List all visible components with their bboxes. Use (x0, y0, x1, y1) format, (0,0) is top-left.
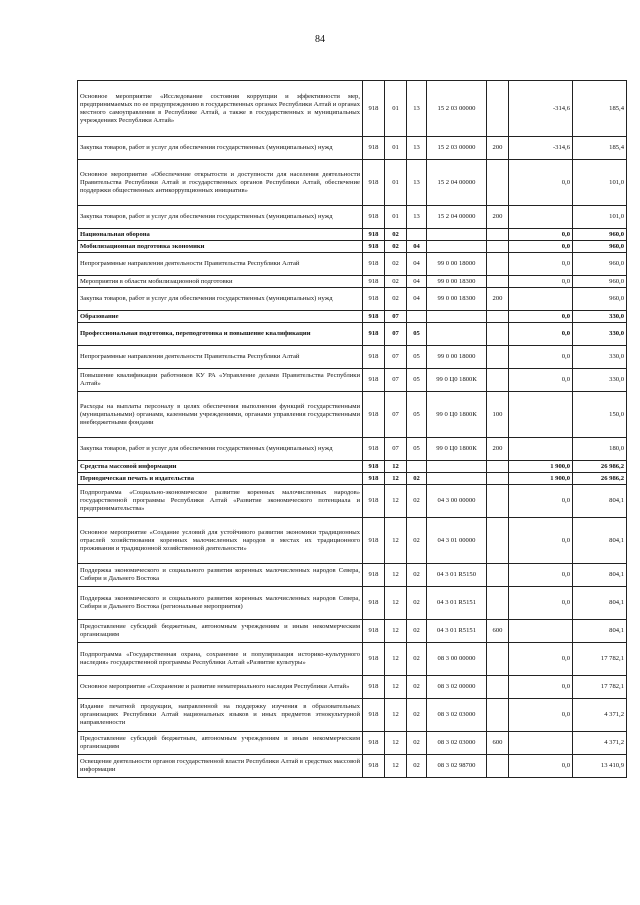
department-code-cell: 918 (363, 288, 385, 311)
section-code-cell: 01 (385, 206, 407, 229)
department-code-cell: 918 (363, 755, 385, 778)
department-code-cell: 918 (363, 676, 385, 699)
department-code-cell: 918 (363, 461, 385, 473)
table-row (78, 643, 627, 676)
item-name-cell: Основное мероприятие «Создание условий для устойчивого развития экономики традиционных отраслей хозяйствования коренных малочисленных народов в местах их традиционного проживания и традиционной хозяйственной деятельности» (78, 518, 363, 564)
amount-total-cell: 4 371,2 (573, 732, 627, 755)
department-code-cell: 918 (363, 485, 385, 518)
expense-type-cell (487, 485, 509, 518)
department-code-cell: 918 (363, 323, 385, 346)
subsection-code-cell (407, 311, 427, 323)
section-code-cell: 01 (385, 81, 407, 137)
target-article-cell: 04 3 01 R5151 (427, 620, 487, 643)
amount-total-cell: 330,0 (573, 369, 627, 392)
department-code-cell: 918 (363, 643, 385, 676)
expense-type-cell: 600 (487, 732, 509, 755)
amount-change-cell (509, 438, 573, 461)
expense-type-cell (487, 160, 509, 206)
amount-change-cell: 0,0 (509, 253, 573, 276)
subsection-code-cell: 02 (407, 732, 427, 755)
target-article-cell: 99 0 00 18300 (427, 276, 487, 288)
target-article-cell (427, 323, 487, 346)
section-code-cell: 07 (385, 438, 407, 461)
target-article-cell: 08 3 02 98700 (427, 755, 487, 778)
amount-change-cell: 0,0 (509, 518, 573, 564)
table-row (78, 323, 627, 346)
expense-type-cell: 200 (487, 438, 509, 461)
subsection-code-cell: 02 (407, 473, 427, 485)
table-row (78, 241, 627, 253)
section-code-cell: 01 (385, 137, 407, 160)
department-code-cell: 918 (363, 206, 385, 229)
section-code-cell: 07 (385, 311, 407, 323)
subsection-code-cell: 13 (407, 81, 427, 137)
target-article-cell (427, 311, 487, 323)
amount-change-cell: 0,0 (509, 241, 573, 253)
amount-change-cell: 0,0 (509, 699, 573, 732)
section-code-cell: 12 (385, 620, 407, 643)
section-code-cell: 12 (385, 676, 407, 699)
expense-type-cell (487, 311, 509, 323)
amount-change-cell: -314,6 (509, 81, 573, 137)
department-code-cell: 918 (363, 81, 385, 137)
amount-change-cell: 1 900,0 (509, 461, 573, 473)
expense-type-cell (487, 699, 509, 732)
amount-total-cell: 185,4 (573, 137, 627, 160)
expense-type-cell (487, 518, 509, 564)
table-row (78, 288, 627, 311)
expense-type-cell (487, 241, 509, 253)
section-code-cell: 12 (385, 732, 407, 755)
amount-change-cell: -314,6 (509, 137, 573, 160)
target-article-cell: 99 0 Ц0 1800К (427, 392, 487, 438)
amount-change-cell: 0,0 (509, 276, 573, 288)
target-article-cell: 08 3 02 03000 (427, 699, 487, 732)
section-code-cell: 12 (385, 485, 407, 518)
table-row (78, 438, 627, 461)
subsection-code-cell: 04 (407, 288, 427, 311)
subsection-code-cell: 05 (407, 369, 427, 392)
subsection-code-cell: 05 (407, 323, 427, 346)
amount-change-cell: 0,0 (509, 346, 573, 369)
subsection-code-cell (407, 229, 427, 241)
subsection-code-cell: 02 (407, 620, 427, 643)
table-row (78, 229, 627, 241)
item-name-cell: Непрограммные направления деятельности Правительства Республики Алтай (78, 253, 363, 276)
item-name-cell: Расходы на выплаты персоналу в целях обеспечения выполнения функций государственными (муниципальными) органами, казенными учреждениями, органами управления государственными внебюджетными фондами (78, 392, 363, 438)
amount-total-cell: 960,0 (573, 241, 627, 253)
amount-total-cell: 17 782,1 (573, 676, 627, 699)
target-article-cell: 15 2 04 00000 (427, 160, 487, 206)
section-code-cell: 02 (385, 241, 407, 253)
amount-change-cell: 0,0 (509, 160, 573, 206)
table-row (78, 81, 627, 137)
section-code-cell: 02 (385, 229, 407, 241)
table-row (78, 755, 627, 778)
item-name-cell: Периодическая печать и издательства (78, 473, 363, 485)
target-article-cell (427, 241, 487, 253)
target-article-cell: 04 3 00 00000 (427, 485, 487, 518)
item-name-cell: Закупка товаров, работ и услуг для обеспечения государственных (муниципальных) нужд (78, 288, 363, 311)
expense-type-cell: 200 (487, 137, 509, 160)
amount-change-cell: 0,0 (509, 311, 573, 323)
section-code-cell: 12 (385, 587, 407, 620)
department-code-cell: 918 (363, 253, 385, 276)
expense-type-cell (487, 461, 509, 473)
item-name-cell: Основное мероприятие «Исследование состояния коррупции и эффективности мер, предпринимаемых по ее предупреждению в государственных органах Республики Алтай и органах местного самоуправления в Республике Алтай, а также в государственных и муниципальных учреждениях Республики Алтай» (78, 81, 363, 137)
item-name-cell: Непрограммные направления деятельности Правительства Республики Алтай (78, 346, 363, 369)
amount-total-cell: 101,0 (573, 206, 627, 229)
amount-total-cell: 330,0 (573, 311, 627, 323)
department-code-cell: 918 (363, 518, 385, 564)
table-row (78, 206, 627, 229)
table-row (78, 564, 627, 587)
subsection-code-cell: 04 (407, 253, 427, 276)
amount-change-cell: 0,0 (509, 369, 573, 392)
subsection-code-cell: 05 (407, 438, 427, 461)
amount-change-cell: 0,0 (509, 676, 573, 699)
amount-change-cell: 0,0 (509, 323, 573, 346)
expense-type-cell (487, 81, 509, 137)
department-code-cell: 918 (363, 160, 385, 206)
amount-total-cell: 804,1 (573, 587, 627, 620)
amount-change-cell (509, 288, 573, 311)
amount-total-cell: 101,0 (573, 160, 627, 206)
section-code-cell: 01 (385, 160, 407, 206)
expense-type-cell (487, 587, 509, 620)
amount-change-cell (509, 732, 573, 755)
target-article-cell: 08 3 02 03000 (427, 732, 487, 755)
item-name-cell: Мероприятия в области мобилизационной подготовки (78, 276, 363, 288)
amount-total-cell: 330,0 (573, 346, 627, 369)
target-article-cell (427, 229, 487, 241)
expense-type-cell (487, 473, 509, 485)
department-code-cell: 918 (363, 241, 385, 253)
expense-type-cell: 600 (487, 620, 509, 643)
target-article-cell: 15 2 04 00000 (427, 206, 487, 229)
item-name-cell: Закупка товаров, работ и услуг для обеспечения государственных (муниципальных) нужд (78, 137, 363, 160)
table-row (78, 587, 627, 620)
table-row (78, 620, 627, 643)
amount-total-cell: 960,0 (573, 288, 627, 311)
item-name-cell: Мобилизационная подготовка экономики (78, 241, 363, 253)
subsection-code-cell: 02 (407, 587, 427, 620)
target-article-cell: 08 3 00 00000 (427, 643, 487, 676)
target-article-cell: 99 0 00 18000 (427, 346, 487, 369)
item-name-cell: Профессиональная подготовка, переподготовка и повышение квалификации (78, 323, 363, 346)
item-name-cell: Издание печатной продукции, направленной на поддержку изучения в образовательных организациях Республики Алтай национальных языков и иных предметов этнокультурной направленности (78, 699, 363, 732)
amount-total-cell: 26 986,2 (573, 473, 627, 485)
target-article-cell: 15 2 03 00000 (427, 81, 487, 137)
subsection-code-cell: 05 (407, 346, 427, 369)
table-row (78, 485, 627, 518)
expense-type-cell (487, 253, 509, 276)
amount-total-cell: 26 986,2 (573, 461, 627, 473)
target-article-cell: 99 0 00 18000 (427, 253, 487, 276)
amount-change-cell: 0,0 (509, 755, 573, 778)
subsection-code-cell: 05 (407, 392, 427, 438)
item-name-cell: Образование (78, 311, 363, 323)
expense-type-cell (487, 369, 509, 392)
department-code-cell: 918 (363, 392, 385, 438)
item-name-cell: Освещение деятельности органов государственной власти Республики Алтай в средствах массовой информации (78, 755, 363, 778)
target-article-cell: 04 3 01 R5150 (427, 564, 487, 587)
department-code-cell: 918 (363, 620, 385, 643)
page-number: 84 (315, 34, 325, 45)
table-row (78, 461, 627, 473)
amount-total-cell: 185,4 (573, 81, 627, 137)
amount-change-cell: 1 900,0 (509, 473, 573, 485)
amount-total-cell: 4 371,2 (573, 699, 627, 732)
subsection-code-cell: 02 (407, 643, 427, 676)
target-article-cell: 08 3 02 00000 (427, 676, 487, 699)
amount-total-cell: 804,1 (573, 564, 627, 587)
subsection-code-cell: 13 (407, 137, 427, 160)
expense-type-cell (487, 323, 509, 346)
subsection-code-cell: 13 (407, 206, 427, 229)
department-code-cell: 918 (363, 473, 385, 485)
table-row (78, 699, 627, 732)
item-name-cell: Предоставление субсидий бюджетным, автономным учреждениям и иным некоммерческим организациям (78, 620, 363, 643)
amount-total-cell: 960,0 (573, 229, 627, 241)
section-code-cell: 07 (385, 346, 407, 369)
table-row (78, 732, 627, 755)
section-code-cell: 12 (385, 699, 407, 732)
section-code-cell: 12 (385, 473, 407, 485)
target-article-cell: 99 0 Ц0 1800К (427, 438, 487, 461)
target-article-cell: 04 3 01 00000 (427, 518, 487, 564)
department-code-cell: 918 (363, 438, 385, 461)
section-code-cell: 12 (385, 564, 407, 587)
amount-change-cell (509, 206, 573, 229)
target-article-cell: 15 2 03 00000 (427, 137, 487, 160)
section-code-cell: 12 (385, 643, 407, 676)
table-row (78, 518, 627, 564)
subsection-code-cell: 04 (407, 276, 427, 288)
amount-total-cell: 804,1 (573, 518, 627, 564)
item-name-cell: Поддержка экономического и социального развития коренных малочисленных народов Севера, Сибири и Дальнего Востока (региональные мероприятия) (78, 587, 363, 620)
amount-change-cell: 0,0 (509, 485, 573, 518)
amount-total-cell: 330,0 (573, 323, 627, 346)
subsection-code-cell: 02 (407, 676, 427, 699)
section-code-cell: 07 (385, 392, 407, 438)
department-code-cell: 918 (363, 229, 385, 241)
expense-type-cell: 200 (487, 288, 509, 311)
section-code-cell: 12 (385, 518, 407, 564)
section-code-cell: 02 (385, 288, 407, 311)
department-code-cell: 918 (363, 564, 385, 587)
table-row (78, 137, 627, 160)
department-code-cell: 918 (363, 369, 385, 392)
subsection-code-cell: 02 (407, 564, 427, 587)
table-row (78, 473, 627, 485)
expense-type-cell (487, 676, 509, 699)
department-code-cell: 918 (363, 311, 385, 323)
amount-change-cell (509, 620, 573, 643)
item-name-cell: Поддержка экономического и социального развития коренных малочисленных народов Севера, Сибири и Дальнего Востока (78, 564, 363, 587)
amount-total-cell: 13 410,9 (573, 755, 627, 778)
amount-change-cell: 0,0 (509, 229, 573, 241)
amount-total-cell: 804,1 (573, 620, 627, 643)
table-row (78, 369, 627, 392)
table-row (78, 346, 627, 369)
expense-type-cell: 100 (487, 392, 509, 438)
department-code-cell: 918 (363, 732, 385, 755)
amount-total-cell: 804,1 (573, 485, 627, 518)
subsection-code-cell: 04 (407, 241, 427, 253)
target-article-cell (427, 473, 487, 485)
item-name-cell: Средства массовой информации (78, 461, 363, 473)
amount-change-cell (509, 392, 573, 438)
section-code-cell: 12 (385, 461, 407, 473)
department-code-cell: 918 (363, 346, 385, 369)
expense-type-cell (487, 276, 509, 288)
item-name-cell: Основное мероприятие «Обеспечение открытости и доступности для населения деятельности Правительства Республики Алтай и государственных органов Республики Алтай, обеспечение поддержки общественных антикоррупционных инициатив» (78, 160, 363, 206)
target-article-cell: 04 3 01 R5151 (427, 587, 487, 620)
subsection-code-cell: 02 (407, 755, 427, 778)
table-body (78, 81, 627, 778)
section-code-cell: 02 (385, 276, 407, 288)
amount-total-cell: 960,0 (573, 276, 627, 288)
subsection-code-cell: 13 (407, 160, 427, 206)
section-code-cell: 02 (385, 253, 407, 276)
section-code-cell: 07 (385, 369, 407, 392)
subsection-code-cell: 02 (407, 699, 427, 732)
item-name-cell: Национальная оборона (78, 229, 363, 241)
target-article-cell: 99 0 00 18300 (427, 288, 487, 311)
item-name-cell: Подпрограмма «Государственная охрана, сохранение и популяризация историко-культурного наследия» государственной программы Республики Алтай «Развитие культуры» (78, 643, 363, 676)
expense-type-cell (487, 564, 509, 587)
table-row (78, 276, 627, 288)
amount-change-cell: 0,0 (509, 587, 573, 620)
amount-change-cell: 0,0 (509, 564, 573, 587)
subsection-code-cell: 02 (407, 518, 427, 564)
department-code-cell: 918 (363, 276, 385, 288)
amount-total-cell: 17 782,1 (573, 643, 627, 676)
table-row (78, 392, 627, 438)
item-name-cell: Повышение квалификации работников КУ РА «Управление делами Правительства Республики Алтай» (78, 369, 363, 392)
table-row (78, 311, 627, 323)
amount-total-cell: 960,0 (573, 253, 627, 276)
amount-change-cell: 0,0 (509, 643, 573, 676)
table-row (78, 160, 627, 206)
budget-table (77, 80, 627, 778)
department-code-cell: 918 (363, 137, 385, 160)
expense-type-cell: 200 (487, 206, 509, 229)
expense-type-cell (487, 346, 509, 369)
department-code-cell: 918 (363, 587, 385, 620)
table-row (78, 253, 627, 276)
target-article-cell (427, 461, 487, 473)
table-row (78, 676, 627, 699)
expense-type-cell (487, 755, 509, 778)
section-code-cell: 07 (385, 323, 407, 346)
item-name-cell: Основное мероприятие «Сохранение и развитие нематериального наследия Республики Алтай» (78, 676, 363, 699)
amount-total-cell: 150,0 (573, 392, 627, 438)
expense-type-cell (487, 229, 509, 241)
amount-total-cell: 180,0 (573, 438, 627, 461)
subsection-code-cell (407, 461, 427, 473)
section-code-cell: 12 (385, 755, 407, 778)
subsection-code-cell: 02 (407, 485, 427, 518)
expense-type-cell (487, 643, 509, 676)
item-name-cell: Подпрограмма «Социально-экономическое развитие коренных малочисленных народов» государственной программы Республики Алтай «Развитие экономического потенциала и предпринимательства» (78, 485, 363, 518)
target-article-cell: 99 0 Ц0 1800К (427, 369, 487, 392)
item-name-cell: Закупка товаров, работ и услуг для обеспечения государственных (муниципальных) нужд (78, 438, 363, 461)
department-code-cell: 918 (363, 699, 385, 732)
item-name-cell: Предоставление субсидий бюджетным, автономным учреждениям и иным некоммерческим организациям (78, 732, 363, 755)
item-name-cell: Закупка товаров, работ и услуг для обеспечения государственных (муниципальных) нужд (78, 206, 363, 229)
